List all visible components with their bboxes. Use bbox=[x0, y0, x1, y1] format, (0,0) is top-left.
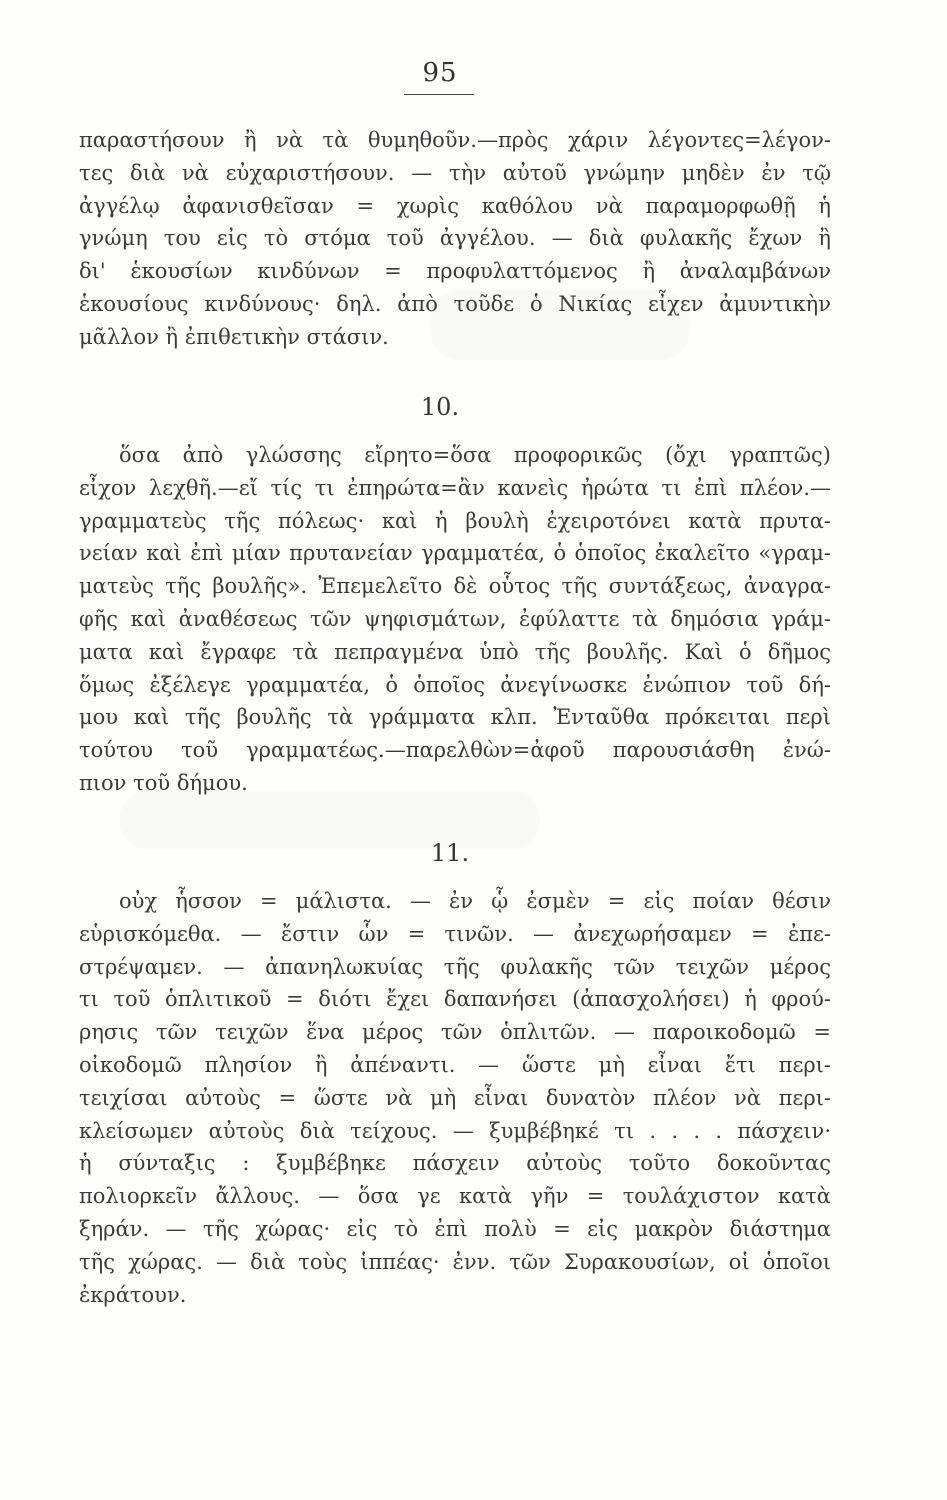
page-number: 95 bbox=[422, 58, 458, 88]
text-line: γνώμη του εἰς τὸ στόμα τοῦ ἀγγέλου. — διὰ φυλακῆς ἔχων ἢ bbox=[79, 226, 831, 251]
text-line: μᾶλλον ἢ ἐπιθετικὴν στάσιν. bbox=[79, 324, 389, 349]
text-line: ματεὺς τῆς βουλῆς». Ἐπεμελεῖτο δὲ οὗτος τῆς συντάξεως, ἀναγρα- bbox=[79, 574, 831, 599]
text-line: φῆς καὶ ἀναθέσεως τῶν ψηφισμάτων, ἐφύλαττε τὰ δημόσια γράμ- bbox=[79, 606, 831, 631]
section-number-11: 11. bbox=[430, 839, 470, 867]
text-line: τες διὰ νὰ εὐχαριστήσουν. — τὴν αὐτοῦ γνώμην μηδὲν ἐν τῷ bbox=[79, 160, 831, 185]
text-line: ματα καὶ ἔγραφε τὰ πεπραγμένα ὑπὸ τῆς βουλῆς. Καὶ ὁ δῆμος bbox=[79, 639, 831, 664]
text-line: ἡ σύνταξις : ξυμβέβηκε πάσχειν αὐτοὺς τοῦτο δοκοῦντας bbox=[79, 1151, 831, 1176]
text-line: ἐκράτουν. bbox=[79, 1282, 187, 1307]
paragraph-2 bbox=[79, 439, 831, 800]
text-line: τι τοῦ ὁπλιτικοῦ = διότι ἔχει δαπανήσει (ἀπασχολήσει) ἡ φρού- bbox=[79, 987, 831, 1012]
text-line: ξηράν. — τῆς χώρας· εἰς τὸ ἐπὶ πολὺ = εἰς μακρὸν διάστημα bbox=[79, 1216, 831, 1241]
text-line: εἶχον λεχθῆ.—εἴ τίς τι ἐπηρώτα=ἂν κανεὶς ἠρώτα τι ἐπὶ πλέον.— bbox=[79, 475, 831, 500]
text-line: μου καὶ τῆς βουλῆς τὰ γράμματα κλπ. Ἐνταῦθα πρόκειται περὶ bbox=[79, 705, 831, 730]
text-line: ἀγγέλῳ ἀφανισθεῖσαν = χωρὶς καθόλου νὰ παραμορφωθῇ ἡ bbox=[79, 193, 831, 218]
paragraph-3 bbox=[79, 885, 831, 1311]
page-number-underline bbox=[404, 94, 474, 95]
text-line: γραμματεὺς τῆς πόλεως· καὶ ἡ βουλὴ ἐχειροτόνει κατὰ πρυτα- bbox=[79, 508, 831, 533]
text-line: ὅμως ἐξέλεγε γραμματέα, ὁ ὁποῖος ἀνεγίνωσκε ἐνώπιον τοῦ δή- bbox=[79, 672, 831, 697]
text-line: παραστήσουν ἢ νὰ τὰ θυμηθοῦν.—πρὸς χάριν λέγοντες=λέγον- bbox=[79, 128, 831, 152]
text-line: ὅσα ἀπὸ γλώσσης εἴρητο=ὅσα προφορικῶς (ὄχι γραπτῶς) bbox=[119, 443, 831, 467]
text-line: πιον τοῦ δήμου. bbox=[79, 770, 248, 795]
text-line: δι' ἑκουσίων κινδύνων = προφυλαττόμενος ἢ ἀναλαμβάνων bbox=[79, 259, 831, 284]
text-line: πολιορκεῖν ἄλλους. — ὅσα γε κατὰ γῆν = τουλάχιστον κατὰ bbox=[79, 1184, 831, 1209]
text-line: οὐχ ἧσσον = μάλιστα. — ἐν ᾧ ἐσμὲν = εἰς ποίαν θέσιν bbox=[119, 889, 831, 913]
text-line: τούτου τοῦ γραμματέως.—παρελθὼν=ἀφοῦ παρουσιάσθη ἐνώ- bbox=[79, 738, 831, 763]
section-number-10: 10. bbox=[420, 393, 460, 421]
text-line: τῆς χώρας. — διὰ τοὺς ἱππέας· ἐνν. τῶν Συρακουσίων, οἱ ὁποῖοι bbox=[79, 1249, 831, 1274]
text-line: στρέψαμεν. — ἀπανηλωκυίας τῆς φυλακῆς τῶν τειχῶν μέρος bbox=[79, 954, 831, 979]
text-line: νείαν καὶ ἐπὶ μίαν πρυτανείαν γραμματέα, ὁ ὁποῖος ἐκαλεῖτο «γραμ- bbox=[79, 541, 831, 566]
text-line: κλείσωμεν αὐτοὺς διὰ τείχους. — ξυμβέβηκέ τι . . . . πάσχειν· bbox=[79, 1118, 831, 1143]
text-line: εὑρισκόμεθα. — ἔστιν ὧν = τινῶν. — ἀνεχωρήσαμεν = ἐπε- bbox=[79, 921, 831, 946]
paragraph-1 bbox=[79, 124, 831, 354]
text-line: οἰκοδομῶ πλησίον ἢ ἀπέναντι. — ὥστε μὴ εἶναι ἔτι περι- bbox=[79, 1052, 831, 1077]
text-line: ἑκουσίους κινδύνους· δηλ. ἀπὸ τοῦδε ὁ Νικίας εἶχεν ἀμυντικὴν bbox=[79, 291, 831, 316]
text-line: τειχίσαι αὐτοὺς = ὥστε νὰ μὴ εἶναι δυνατὸν πλέον νὰ περι- bbox=[79, 1085, 831, 1110]
text-line: ρησις τῶν τειχῶν ἕνα μέρος τῶν ὁπλιτῶν. — παροικοδομῶ = bbox=[79, 1020, 831, 1045]
